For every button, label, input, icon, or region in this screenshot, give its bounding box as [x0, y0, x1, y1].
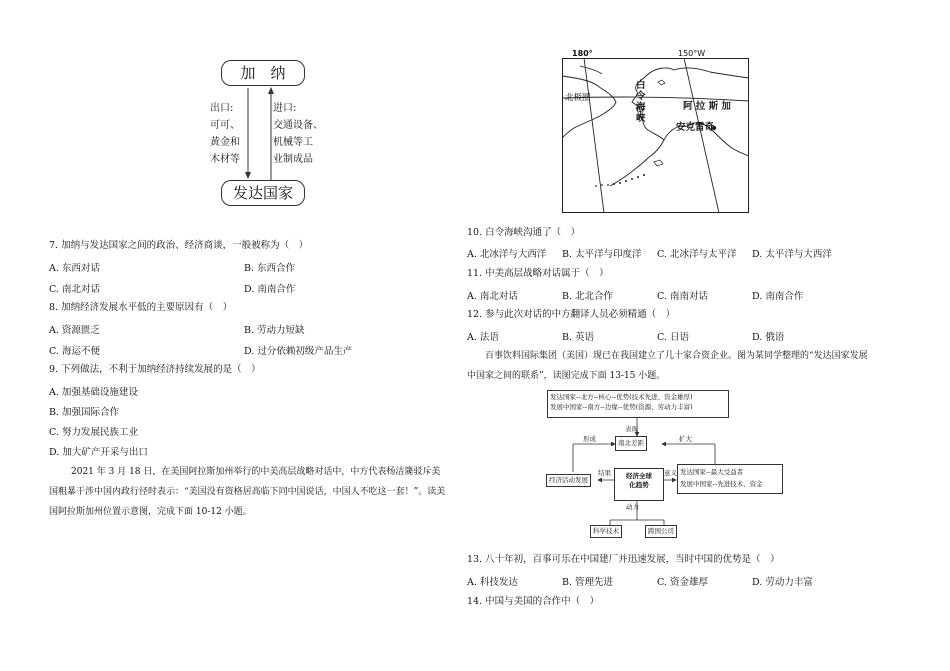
- q13-option-c: C. 资金雄厚: [657, 577, 708, 588]
- q13-option-d: D. 劳动力丰富: [752, 577, 813, 588]
- diagram-expand-label: 扩大: [679, 435, 692, 443]
- diagram-meaning-label: 意义: [664, 469, 677, 477]
- passage-pepsi: 百事饮料国际集团（美国）现已在我国建立了几十家合资企业。图为某同学整理的“发达国家发展中国家之间的联系”，读图完成下面 13-15 小题。: [467, 351, 868, 381]
- q8-option-c: C. 海运不便: [49, 346, 100, 357]
- passage-alaska: 2021 年 3 月 18 日，在美国阿拉斯加州举行的中美高层战略对话中，中方代表杨洁篪驳斥美国粗暴干涉中国内政行径时表示：“美国没有资格居高临下同中国说话，中国人不吃这一套！”。读美国阿拉斯加州位置示意图，完成下面 10-12 小题。: [49, 467, 446, 517]
- q7-option-b: B. 东西合作: [244, 263, 296, 274]
- lon-180-label: 180°: [572, 49, 593, 58]
- q8-option-d: D. 过分依赖初级产品生产: [244, 346, 353, 357]
- q8-option-a: A. 资源匮乏: [49, 325, 100, 336]
- ghana-box: [221, 60, 305, 86]
- import-label: 进口: 交通设备、 机械等工 业制成品: [273, 103, 323, 165]
- q12-option-a: A. 法语: [467, 332, 499, 343]
- q11-option-a: A. 南北对话: [467, 291, 518, 302]
- diagram-power-label: 动力: [626, 503, 639, 511]
- q12-option-d: D. 俄语: [752, 332, 785, 343]
- arctic-circle-label: 北极圈: [565, 93, 591, 103]
- q7-option-a: A. 东西对话: [49, 263, 100, 274]
- export-label: 出口: 可可、 黄金和 木材等: [210, 103, 240, 165]
- q11-stem: 11. 中美高层战略对话属于（ ）: [467, 268, 609, 279]
- q13-option-b: B. 管理先进: [562, 577, 614, 588]
- q9-option-c: C. 努力发展民族工业: [49, 427, 138, 438]
- q10-stem: 10. 白令海峡沟通了（ ）: [467, 227, 581, 238]
- ghana-label: 加 纳: [240, 64, 286, 82]
- q12-stem: 12. 参与此次对话的中方翻译人员必须精通（ ）: [467, 309, 676, 320]
- q11-option-d: D. 南南合作: [752, 291, 804, 302]
- q8-option-b: B. 劳动力短缺: [244, 325, 305, 336]
- diagram-top-line2: 发展中国家--南方--边缘--优势(资源、劳动力丰富): [550, 403, 693, 411]
- q10-option-b: B. 太平洋与印度洋: [562, 249, 642, 260]
- developed-box: [221, 180, 305, 206]
- diagram-center-box: 经济全球 化趋势: [614, 468, 664, 501]
- alaska-label: 阿 拉 斯 加: [683, 101, 731, 112]
- diagram-gap-box: 南北差距: [615, 436, 647, 451]
- diagram-right-line1: 发达国家--最大受益者: [680, 468, 744, 476]
- q7-option-c: C. 南北对话: [49, 284, 100, 295]
- q13-option-a: A. 科技发达: [467, 577, 518, 588]
- lon-150w-label: 150°W: [678, 49, 706, 58]
- q10-option-c: C. 北冰洋与太平洋: [657, 249, 737, 260]
- alaska-map: [562, 58, 749, 213]
- diagram-tech-box: 科学技术: [590, 525, 622, 538]
- q11-option-b: B. 北北合作: [562, 291, 614, 302]
- q7-option-d: D. 南南合作: [244, 284, 296, 295]
- diagram-form-label: 形成: [583, 435, 596, 443]
- q12-option-c: C. 日语: [657, 332, 689, 343]
- diagram-left-box: 经济活动发展: [546, 474, 591, 487]
- developed-label: 发达国家: [232, 184, 293, 202]
- q9-stem: 9. 下列做法，不利于加纳经济持续发展的是（ ）: [49, 364, 261, 375]
- diagram-mnc-box: 跨国公司: [645, 525, 677, 538]
- q8-stem: 8. 加纳经济发展水平低的主要原因有（ ）: [49, 302, 233, 313]
- q7-stem: 7. 加纳与发达国家之间的政治、经济商谈，一般被称为（ ）: [49, 240, 309, 251]
- q9-option-d: D. 加大矿产开采与出口: [49, 447, 148, 458]
- diagram-right-line2: 发展中国家--先进技术、资金: [680, 480, 763, 488]
- bering-strait-label: 白 令 海 峡: [636, 80, 646, 124]
- diagram-right-box: [677, 464, 783, 494]
- diagram-top-line1: 发达国家--北方--核心--优势(技术先进、资金雄厚): [550, 393, 693, 401]
- diagram-top-box: [547, 390, 729, 418]
- diagram-result-label: 结果: [598, 469, 611, 477]
- anchorage-label: 安克雷奇: [676, 122, 715, 133]
- q11-option-c: C. 南南对话: [657, 291, 708, 302]
- q10-option-d: D. 太平洋与大西洋: [752, 249, 832, 260]
- q13-stem: 13. 八十年初，百事可乐在中国建厂并迅速发展，当时中国的优势是（ ）: [467, 554, 780, 565]
- diagram-manifest-label: 表现: [625, 425, 638, 433]
- q9-option-a: A. 加强基础设施建设: [49, 387, 138, 398]
- q12-option-b: B. 英语: [562, 332, 595, 343]
- q9-option-b: B. 加强国际合作: [49, 407, 120, 418]
- q14-stem: 14. 中国与美国的合作中（ ）: [467, 596, 600, 607]
- q10-option-a: A. 北冰洋与大西洋: [467, 249, 547, 260]
